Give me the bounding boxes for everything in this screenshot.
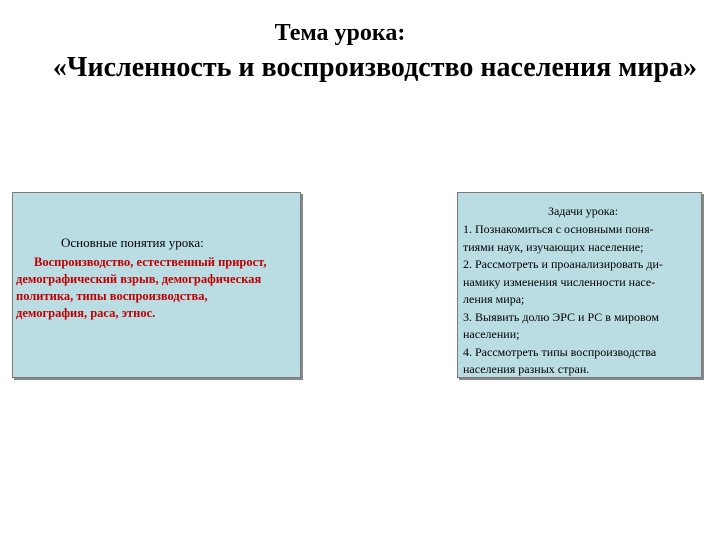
concepts-line: демографический взрыв, демографическая bbox=[16, 272, 262, 286]
tasks-heading: Задачи урока: bbox=[547, 204, 619, 218]
task-line: населении; bbox=[463, 327, 520, 341]
concepts-line: демография, раса, этнос. bbox=[16, 306, 156, 320]
task-line: тиями наук, изучающих население; bbox=[463, 239, 644, 254]
lesson-topic: «Численность и воспроизводство населения мира» bbox=[52, 52, 698, 83]
concepts-box bbox=[12, 192, 301, 378]
tasks-list bbox=[463, 221, 701, 379]
task-line: 2. Рассмотреть и проанализировать ди- bbox=[463, 257, 663, 271]
task-line: 4. Рассмотреть типы воспроизводства bbox=[463, 344, 657, 359]
concepts-line: Воспроизводство, естественный прирост, bbox=[34, 255, 267, 269]
concepts-line: политика, типы воспроизводства, bbox=[16, 289, 208, 303]
task-line: населения разных стран. bbox=[463, 362, 590, 376]
tasks-box bbox=[457, 192, 702, 378]
task-line: 3. Выявить долю ЭРС и РС в мировом bbox=[463, 309, 659, 324]
lesson-title-label: Тема урока: bbox=[274, 20, 406, 46]
task-line: 1. Познакомиться с основными поня- bbox=[463, 222, 654, 236]
task-line: намику изменения численности насе- bbox=[463, 274, 656, 289]
task-line: ления мира; bbox=[463, 292, 525, 306]
concepts-text bbox=[16, 254, 301, 322]
concepts-heading: Основные понятия урока: bbox=[61, 235, 204, 250]
